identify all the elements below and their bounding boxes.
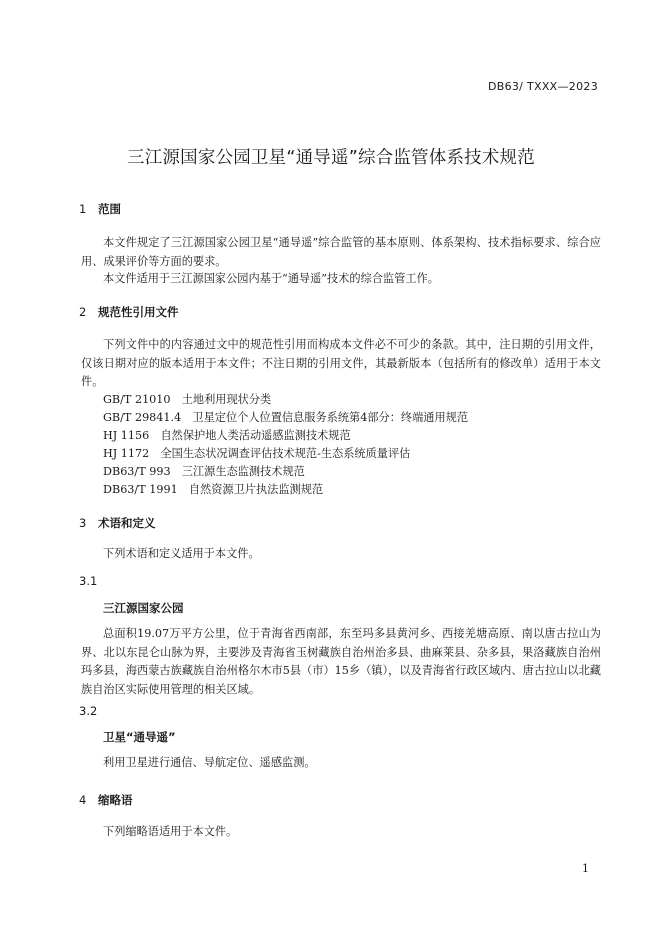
section-number: 4	[79, 793, 87, 807]
document-number: DB63/ TXXX—2023	[487, 80, 598, 93]
reference-item: DB63/T 1991 自然资源卫片执法监测规范	[103, 483, 324, 496]
term-definition: 利用卫星进行通信、导航定位、遥感监测。	[103, 756, 316, 769]
section-2-heading	[79, 304, 179, 320]
paragraph: 下列缩略语适用于本文件。	[103, 825, 238, 838]
section-1-heading	[79, 201, 121, 217]
section-number: 3	[79, 516, 87, 530]
term-title: 卫星“通导遥”	[103, 730, 176, 744]
section-title: 术语和定义	[98, 516, 156, 530]
paragraph: 下列文件中的内容通过文中的规范性引用而构成本文件必不可少的条款。其中，注日期的引用文件，仅该日期对应的版本适用于本文件；不注日期的引用文件，其最新版本（包括所有的修改单）适用于本文件。	[81, 338, 601, 388]
reference-item: DB63/T 993 三江源生态监测技术规范	[103, 465, 305, 478]
document-title: 三江源国家公园卫星“通导遥”综合监管体系技术规范	[127, 148, 535, 168]
section-title: 规范性引用文件	[98, 305, 179, 319]
page-number: 1	[582, 862, 589, 875]
section-number: 1	[79, 202, 87, 216]
paragraph: 下列术语和定义适用于本文件。	[103, 547, 260, 560]
section-title: 范围	[98, 202, 121, 216]
term-number: 3.2	[79, 704, 98, 718]
reference-item: HJ 1156 自然保护地人类活动遥感监测技术规范	[103, 429, 351, 442]
section-4-heading	[79, 792, 133, 808]
section-title: 缩略语	[98, 793, 133, 807]
term-definition: 总面积19.07万平方公里，位于青海省西南部，东至玛多县黄河乡、西接羌塘高原、南以唐古拉山为界、北以东昆仑山脉为界，主要涉及青海省玉树藏族自治州治多县、曲麻莱县、杂多县，果洛藏族自治州玛多县，海西蒙古族藏族自治州格尔木市5县（市）15乡（镇），以及青海省行政区域内、唐古拉山以北藏族自治区实际使用管理的相关区域。	[81, 627, 601, 696]
reference-item: GB/T 21010 土地利用现状分类	[103, 393, 272, 406]
term-number: 3.1	[79, 574, 98, 588]
section-3-heading	[79, 515, 156, 531]
reference-item: HJ 1172 全国生态状况调查评估技术规范-生态系统质量评估	[103, 447, 411, 460]
paragraph: 本文件适用于三江源国家公园内基于“通导遥”技术的综合监管工作。	[103, 272, 439, 285]
paragraph: 本文件规定了三江源国家公园卫星“通导遥”综合监管的基本原则、体系架构、技术指标要求、综合应用、成果评价等方面的要求。	[81, 236, 601, 268]
term-title: 三江源国家公园	[103, 601, 184, 615]
section-number: 2	[79, 305, 87, 319]
reference-item: GB/T 29841.4 卫星定位个人位置信息服务系统第4部分：终端通用规范	[103, 411, 469, 424]
